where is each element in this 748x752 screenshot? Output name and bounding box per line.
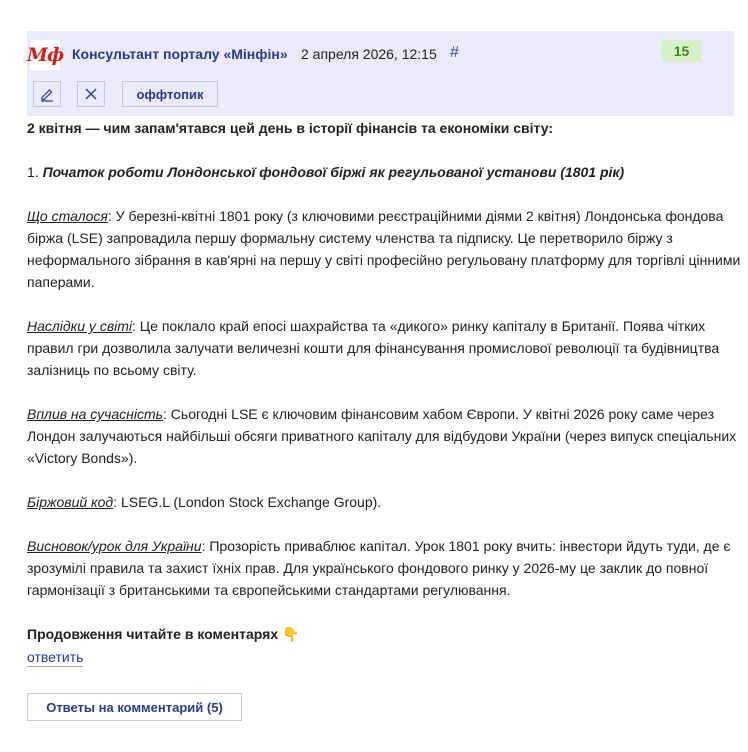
section-what-happened: Що сталося: У березні-квітні 1801 року (з ключовими реєстраційними діями 2 квітня) Лондонська фондова біржа (LSE) запровадила першу формальну систему членства та підписку. Це перетворило біржу з неформального зібрання в кав'ярні на першу у світі професійно регульовану платформу для торгівлі цінними паперами. — [27, 208, 741, 290]
delete-button[interactable] — [77, 81, 105, 107]
item-title: 1. Початок роботи Лондонської фондової біржі як регульованої установи (1801 рік) — [27, 164, 625, 180]
author-name[interactable]: Консультант порталу «Мінфін» — [72, 46, 288, 62]
answers-button[interactable]: Ответы на комментарий (5) — [27, 693, 242, 721]
rating-badge[interactable]: 15 — [662, 40, 701, 62]
pencil-icon — [39, 86, 55, 102]
minfin-logo: Мф — [30, 40, 60, 70]
section-modern-impact: Вплив на сучасність: Сьогодні LSE є ключовим фінансовим хабом Європи. У квітні 2026 року саме через Лондон залучаються найбільші обсяги приватного капіталу для відбудови України (через випуск спеціальних «Victory Bonds»). — [27, 406, 737, 466]
reply-link[interactable]: ответить — [27, 649, 84, 665]
comment-header — [27, 31, 734, 116]
edit-button[interactable] — [33, 81, 61, 107]
section-conclusion: Висновок/урок для України: Прозорість приваблює капітал. Урок 1801 року вчить: інвестори йдуть туди, де є зрозумілі правила та захист їхніх прав. Для українського фондового ринку у 2026-му це заклик до повної гармонізації з британськими та європейськими стандартами регулювання. — [27, 538, 731, 598]
comment-body — [27, 117, 742, 645]
offtopic-button[interactable]: оффтопик — [122, 81, 218, 107]
continue-note: Продовження читайте в коментарях 👇 — [27, 626, 300, 642]
section-ticker: Біржовий код: LSEG.L (London Stock Exchange Group). — [27, 494, 382, 510]
close-icon — [83, 86, 99, 102]
permalink-hash[interactable]: # — [450, 44, 459, 61]
section-consequences: Наслідки у світі: Це поклало край епосі шахрайства та «дикого» ринку капіталу в Британії. Поява чітких правил гри дозволила залучати величезні кошти для фінансування промислової революції та будівництва залізниць по всьому світу. — [27, 318, 720, 378]
intro-text: 2 квітня — чим запам'ятався цей день в історії фінансів та економіки світу: — [27, 120, 554, 136]
post-date: 2 апреля 2026, 12:15 — [301, 46, 437, 62]
